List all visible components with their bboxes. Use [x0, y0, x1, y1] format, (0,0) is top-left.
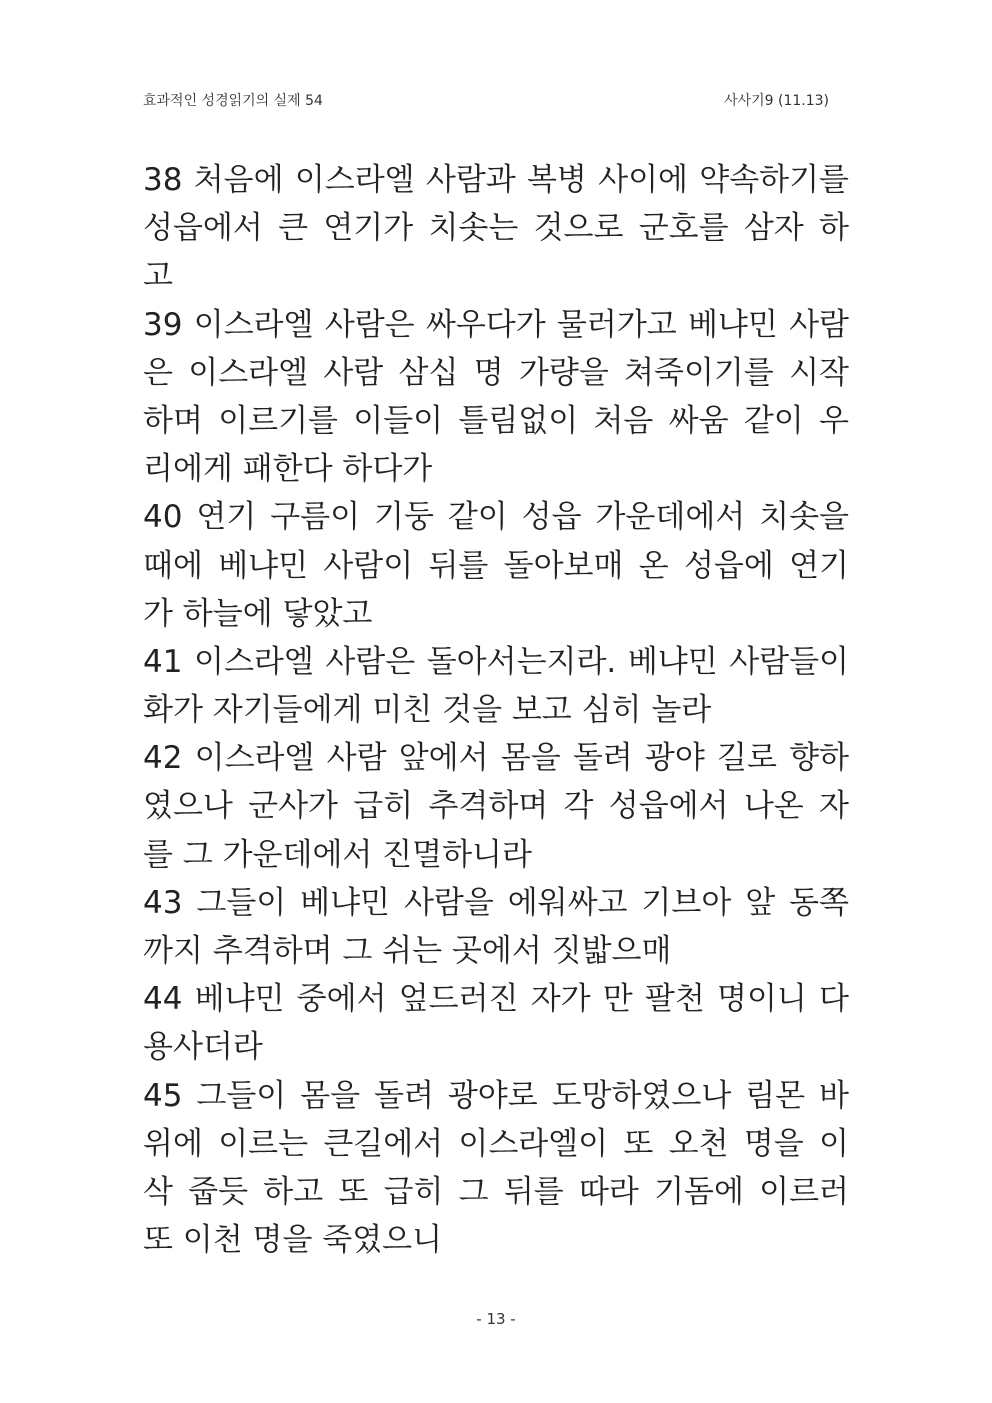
text-line: 화가 자기들에게 미친 것을 보고 심히 놀라	[143, 692, 712, 729]
header-book-title: 효과적인 성경읽기의 실제 54	[143, 93, 323, 109]
header-chapter-date: 사사기9 (11.13)	[724, 93, 829, 109]
text-line: 또 이천 명을 죽였으니	[143, 1222, 443, 1259]
text-line: 44 베냐민 중에서 엎드러진 자가 만 팔천 명이니 다	[143, 981, 849, 1018]
text-line: 43 그들이 베냐민 사람을 에워싸고 기브아 앞 동쪽	[143, 884, 849, 921]
text-line: 리에게 패한다 하다가	[143, 451, 433, 488]
page-header	[143, 90, 829, 112]
text-line: 40 연기 구름이 기둥 같이 성읍 가운데에서 치솟을	[143, 499, 849, 536]
text-line: 고	[143, 258, 173, 295]
text-line: 45 그들이 몸을 돌려 광야로 도망하였으나 림몬 바	[143, 1077, 849, 1114]
text-line: 42 이스라엘 사람 앞에서 몸을 돌려 광야 길로 향하	[143, 740, 849, 777]
text-line: 위에 이르는 큰길에서 이스라엘이 또 오천 명을 이	[143, 1125, 849, 1162]
page-number: - 13 -	[476, 1310, 516, 1328]
text-line: 용사더라	[143, 1029, 263, 1066]
text-line: 하며 이르기를 이들이 틀림없이 처음 싸움 같이 우	[143, 402, 849, 439]
page-footer	[0, 1310, 992, 1328]
text-line: 까지 추격하며 그 쉬는 곳에서 짓밟으매	[143, 933, 672, 969]
text-line: 성읍에서 큰 연기가 치솟는 것으로 군호를 삼자 하	[143, 210, 849, 247]
text-line: 38 처음에 이스라엘 사람과 복병 사이에 약속하기를	[143, 162, 849, 198]
text-line: 삭 줍듯 하고 또 급히 그 뒤를 따라 기돔에 이르러	[143, 1173, 849, 1210]
text-line: 은 이스라엘 사람 삼십 명 가량을 쳐죽이기를 시작	[143, 354, 849, 391]
text-line: 41 이스라엘 사람은 돌아서는지라. 베냐민 사람들이	[143, 643, 849, 680]
text-line: 때에 베냐민 사람이 뒤를 돌아보매 온 성읍에 연기	[143, 547, 849, 584]
text-line: 가 하늘에 닿았고	[143, 595, 373, 632]
text-line: 였으나 군사가 급히 추격하며 각 성읍에서 나온 자	[143, 788, 849, 825]
text-line: 를 그 가운데에서 진멸하니라	[143, 836, 532, 873]
scripture-text	[143, 156, 849, 1264]
text-line: 39 이스라엘 사람은 싸우다가 물러가고 베냐민 사람	[143, 306, 849, 343]
